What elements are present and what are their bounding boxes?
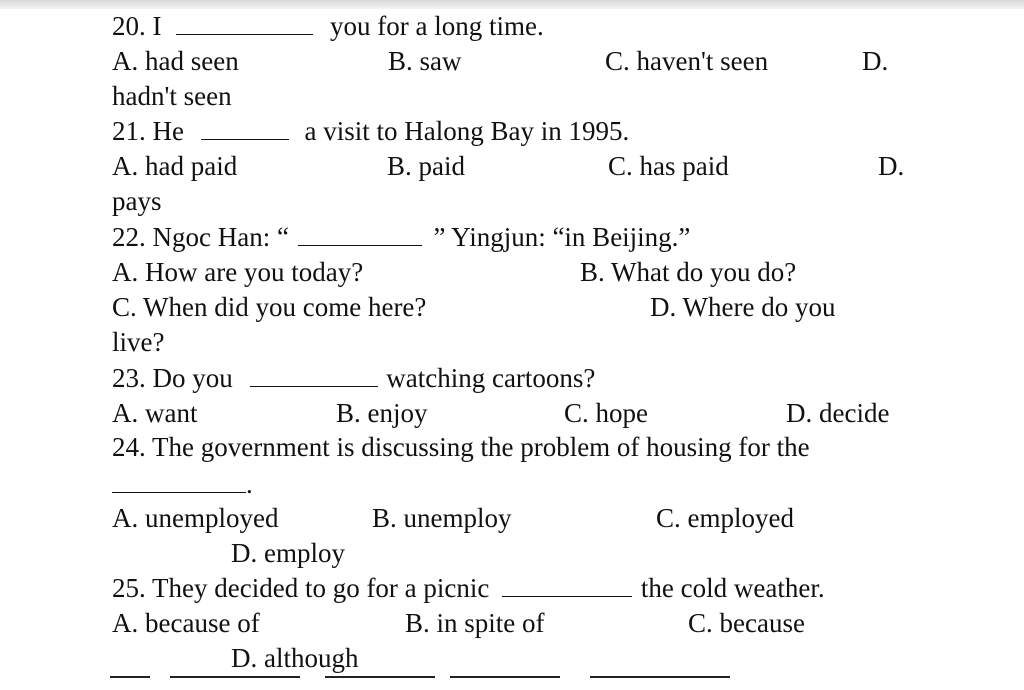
question-24-blank-line bbox=[112, 468, 253, 500]
question-23-text: watching cartoons? bbox=[386, 363, 596, 393]
option-21-b: B. paid bbox=[387, 151, 465, 181]
question-23-number: 23. Do you bbox=[112, 363, 233, 393]
option-22-a: A. How are you today? bbox=[112, 257, 364, 287]
option-25-b: B. in spite of bbox=[405, 608, 545, 638]
question-25-end: the cold weather. bbox=[640, 573, 825, 603]
option-20-c: C. haven't seen bbox=[605, 46, 769, 76]
option-23-c: C. hope bbox=[564, 398, 648, 428]
answer-blank bbox=[250, 368, 378, 387]
option-25-c: C. because bbox=[688, 608, 805, 638]
option-22-b: B. What do you do? bbox=[580, 257, 797, 287]
option-20-b: B. saw bbox=[388, 46, 462, 76]
option-23-d: D. decide bbox=[786, 398, 890, 428]
question-23 bbox=[112, 362, 595, 394]
option-25-a: A. because of bbox=[112, 608, 260, 638]
option-23-a: A. want bbox=[112, 398, 198, 428]
question-20-text: you for a long time. bbox=[330, 11, 544, 41]
option-20-d-text: hadn't seen bbox=[112, 81, 232, 111]
option-24-b: B. unemploy bbox=[372, 503, 512, 533]
option-20-a: A. had seen bbox=[112, 46, 239, 76]
option-21-d: D. bbox=[878, 151, 905, 181]
option-22-d-text: live? bbox=[112, 327, 165, 357]
option-22-c: C. When did you come here? bbox=[112, 292, 427, 322]
option-24-c: C. employed bbox=[656, 503, 794, 533]
question-21-text: a visit to Halong Bay in 1995. bbox=[304, 116, 630, 146]
answer-blank bbox=[176, 16, 313, 35]
question-22-number: 22. Ngoc Han: “ bbox=[112, 222, 289, 252]
question-24: 24. The government is discussing the problem of housing for the bbox=[112, 432, 810, 462]
question-20-number: 20. I bbox=[112, 11, 162, 41]
question-24-end: . bbox=[246, 469, 253, 499]
question-25 bbox=[112, 572, 825, 604]
option-21-c: C. has paid bbox=[608, 151, 729, 181]
answer-blank bbox=[112, 474, 246, 493]
question-25-text: 25. They decided to go for a picnic bbox=[112, 573, 490, 603]
option-25-d: D. although bbox=[231, 643, 359, 673]
question-20 bbox=[112, 10, 544, 42]
option-23-b: B. enjoy bbox=[336, 398, 428, 428]
option-21-a: A. had paid bbox=[112, 151, 238, 181]
question-22 bbox=[112, 221, 690, 253]
answer-blank bbox=[502, 578, 632, 597]
cropped-text-line bbox=[110, 676, 750, 690]
option-24-d: D. employ bbox=[231, 538, 345, 568]
question-21-number: 21. He bbox=[112, 116, 184, 146]
question-22-text: ” Yingjun: “in Beijing.” bbox=[433, 222, 691, 252]
top-edge-shadow bbox=[0, 0, 1024, 9]
answer-blank bbox=[201, 121, 289, 140]
question-21 bbox=[112, 115, 629, 147]
option-20-d: D. bbox=[862, 46, 889, 76]
option-21-d-text: pays bbox=[112, 186, 162, 216]
option-24-a: A. unemployed bbox=[112, 503, 279, 533]
answer-blank bbox=[298, 227, 422, 246]
option-22-d: D. Where do you bbox=[650, 292, 836, 322]
